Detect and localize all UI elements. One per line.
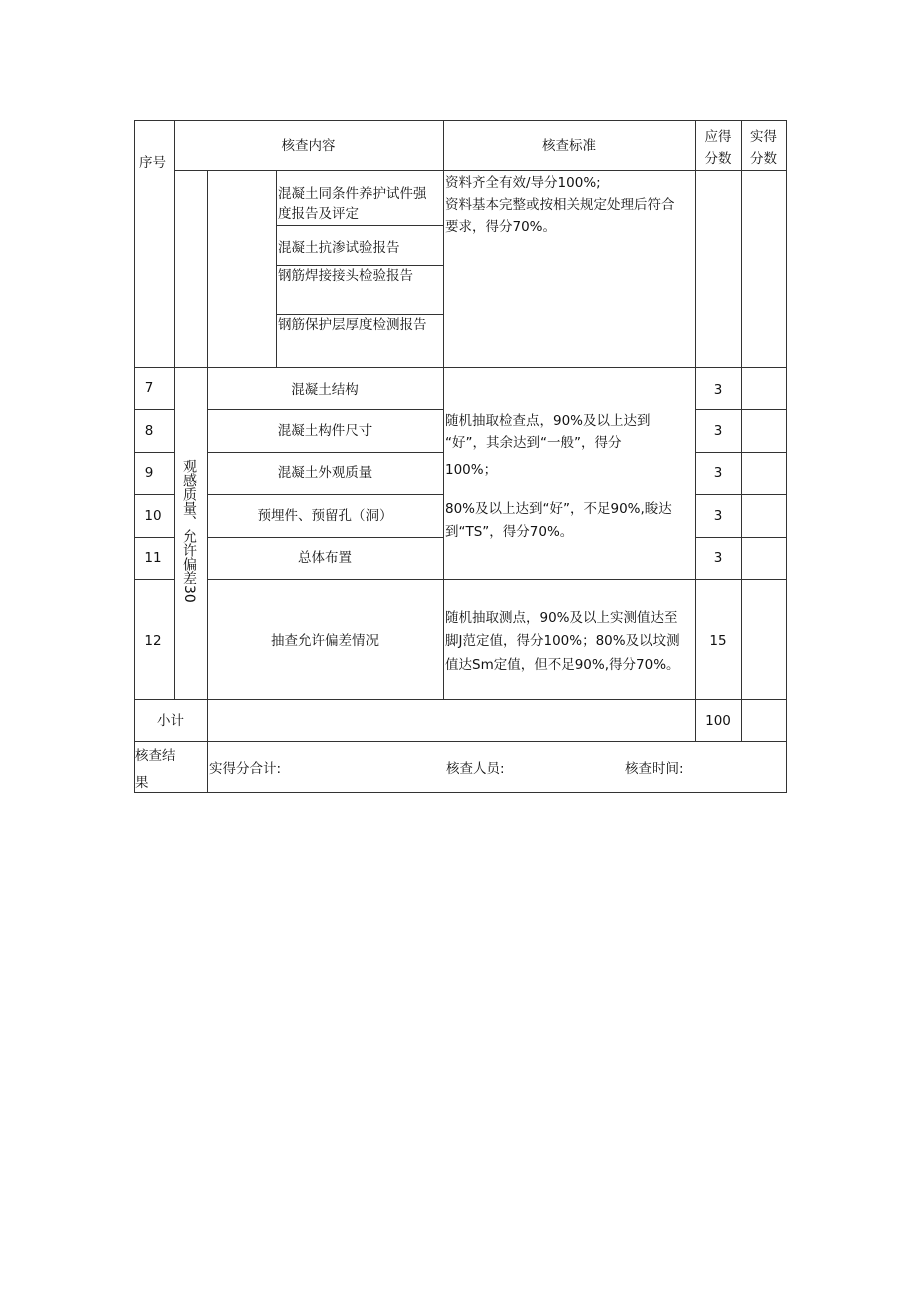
result-total: 实得分合计: [209, 761, 282, 777]
result-inspector: 核查人员: [446, 761, 505, 777]
row-item: 预埋件、预留孔（洞） [257, 508, 393, 524]
doc-divider [276, 225, 443, 226]
doc-item: 度报告及评定 [278, 206, 359, 222]
table-border-top [134, 120, 786, 121]
row-score: 15 [709, 633, 727, 649]
row-line [207, 494, 443, 495]
table-border-bottom [134, 792, 786, 793]
row-line [207, 537, 443, 538]
row-score: 3 [713, 423, 723, 439]
row-line [134, 494, 174, 495]
doc-item: 钢筋焊接接头检验报告 [278, 268, 413, 284]
row-score: 3 [713, 508, 723, 524]
row-line [134, 699, 786, 700]
table-border-right [786, 120, 787, 793]
row-score: 3 [713, 382, 723, 398]
row-item: 混凝土构件尺寸 [277, 423, 373, 439]
doc-standard: 要求，得分70%。 [445, 219, 557, 235]
row-number: 12 [144, 633, 162, 649]
row-line [134, 367, 786, 368]
group-label: 观感质量、允许偏差30 [181, 459, 197, 603]
doc-standard: 资料基本完整或按相关规定处理后符合 [445, 197, 675, 213]
row-number: 10 [144, 508, 162, 524]
col-line [207, 170, 208, 368]
row-number: 9 [144, 465, 154, 481]
row-line [134, 537, 174, 538]
row-item: 混凝土结构 [291, 382, 359, 398]
header-standard: 核查标准 [542, 138, 596, 154]
row-line [134, 741, 786, 742]
row-line [207, 452, 443, 453]
deviation-standard: 随机抽取测点，90%及以上实测值达至 [445, 610, 678, 626]
result-label: 核查结 [135, 748, 176, 764]
doc-item: 钢筋保护层厚度检测报告 [278, 317, 427, 333]
header-seq: 序号 [139, 155, 166, 171]
row-number: 11 [144, 550, 162, 566]
table-border-left [134, 120, 135, 793]
doc-item: 混凝土同条件养护试件强 [278, 186, 427, 202]
result-time: 核查时间: [625, 761, 684, 777]
row-line [134, 452, 174, 453]
col-line [443, 120, 444, 700]
header-actual-score: 实得 [750, 129, 777, 145]
visual-standard: 80%及以上达到“好”，不足90%,睃达 [445, 501, 672, 517]
visual-standard: “好”，其余达到“一般”，得分 [445, 435, 622, 451]
row-number: 7 [144, 380, 154, 396]
header-content: 核查内容 [281, 138, 336, 154]
row-score: 3 [713, 465, 723, 481]
row-number: 8 [144, 423, 154, 439]
row-line [207, 409, 443, 410]
subtotal-score: 100 [705, 713, 731, 729]
header-should-score: 分数 [704, 151, 732, 167]
visual-standard: 随机抽取检查点，90%及以上达到 [445, 413, 651, 429]
row-item: 混凝土外观质量 [277, 465, 373, 481]
row-score: 3 [713, 550, 723, 566]
row-line [134, 579, 174, 580]
row-item: 抽查允许偏差情况 [271, 633, 379, 649]
visual-standard: 到“TS”，得分70%。 [445, 524, 574, 540]
doc-standard: 资料齐全有效/导分100%; [445, 175, 601, 191]
doc-item: 混凝土抗渗试验报告 [278, 240, 400, 256]
visual-standard: 100%； [445, 462, 498, 478]
row-line [207, 579, 786, 580]
deviation-standard: 值达Sm定值，但不足90%,得分70%。 [445, 657, 680, 673]
col-line [276, 170, 277, 368]
deviation-standard: 脚J范定值，得分100%；80%及以坟测 [445, 633, 680, 649]
result-label: 果 [135, 775, 149, 791]
col-line [174, 120, 175, 700]
header-should-score: 应得 [704, 129, 732, 145]
col-line [741, 120, 742, 742]
row-line [134, 409, 174, 410]
subtotal-label: 小计 [157, 713, 184, 729]
row-item: 总体布置 [298, 550, 352, 566]
header-actual-score: 分数 [750, 151, 777, 167]
